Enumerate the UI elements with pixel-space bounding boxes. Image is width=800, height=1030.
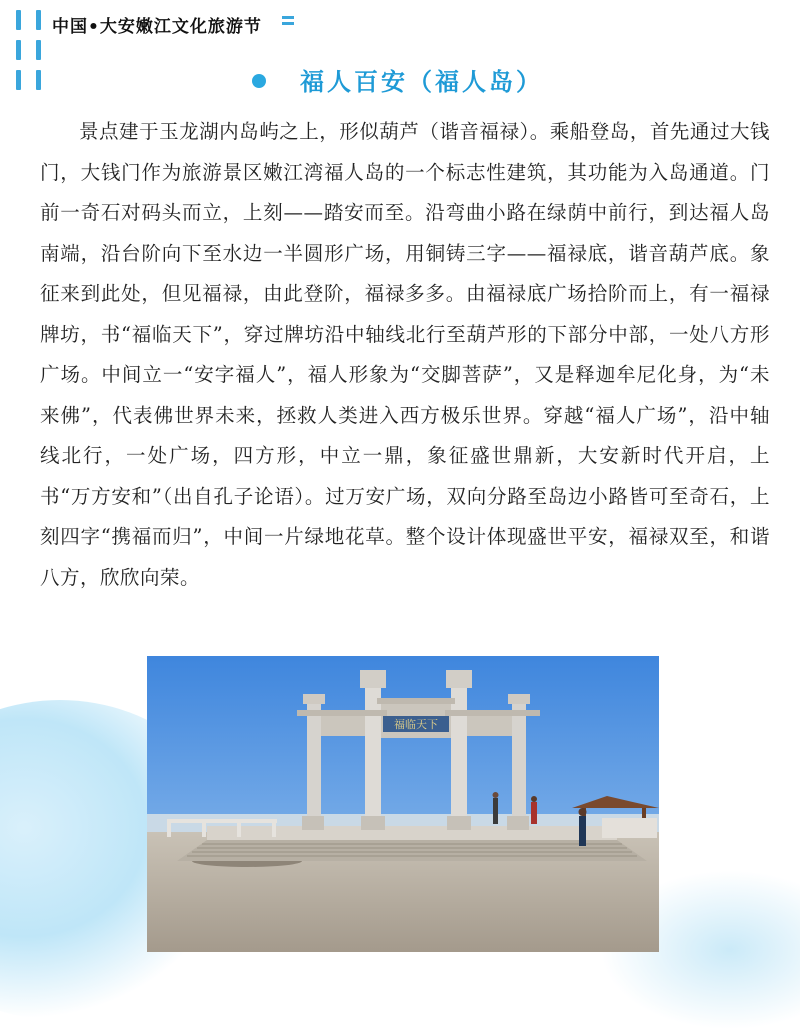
archway-plaque-text: 福临天下	[394, 718, 438, 731]
header-decoration-bars	[16, 10, 46, 95]
article-body: 景点建于玉龙湖内岛屿之上，形似葫芦（谐音福禄）。乘船登岛，首先通过大钱门，大钱门作为旅游景区嫩江湾福人岛的一个标志性建筑，其功能为入岛通道。门前一奇石对码头而立，上刻——踏安而至。沿弯曲小路在绿荫中前行，到达福人岛南端，沿台阶向下至水边一半圆形广场，用铜铸三字——福禄底，谐音葫芦底。象征来到此处，但见福禄，由此登阶，福禄多多。由福禄底广场拾阶而上，有一福禄牌坊，书“福临天下”，穿过牌坊沿中轴线北行至葫芦形的下部分中部，一处八方形广场。中间立一“安字福人”，福人形象为“交脚菩萨”，又是释迦牟尼化身，为“未来佛”，代表佛世界未来，拯救人类进入西方极乐世界。穿越“福人广场”，沿中轴线北行，一处广场，四方形，中立一鼎，象征盛世鼎新，大安新时代开启，上书“万方安和”（出自孔子论语）。过万安广场，双向分路至岛边小路皆可至奇石，上刻四字“携福而归”，中间一片绿地花草。整个设计体现盛世平安，福禄双至，和谐八方，欣欣向荣。	[40, 120, 770, 589]
section-bullet-icon	[252, 74, 266, 88]
archway-photo	[147, 656, 659, 952]
stone-steps	[177, 826, 647, 861]
header-title: 中国•大安嫩江文化旅游节	[52, 17, 262, 37]
header-mark-icon	[282, 16, 294, 28]
section-title: 福人百安（福人岛）	[300, 67, 543, 96]
